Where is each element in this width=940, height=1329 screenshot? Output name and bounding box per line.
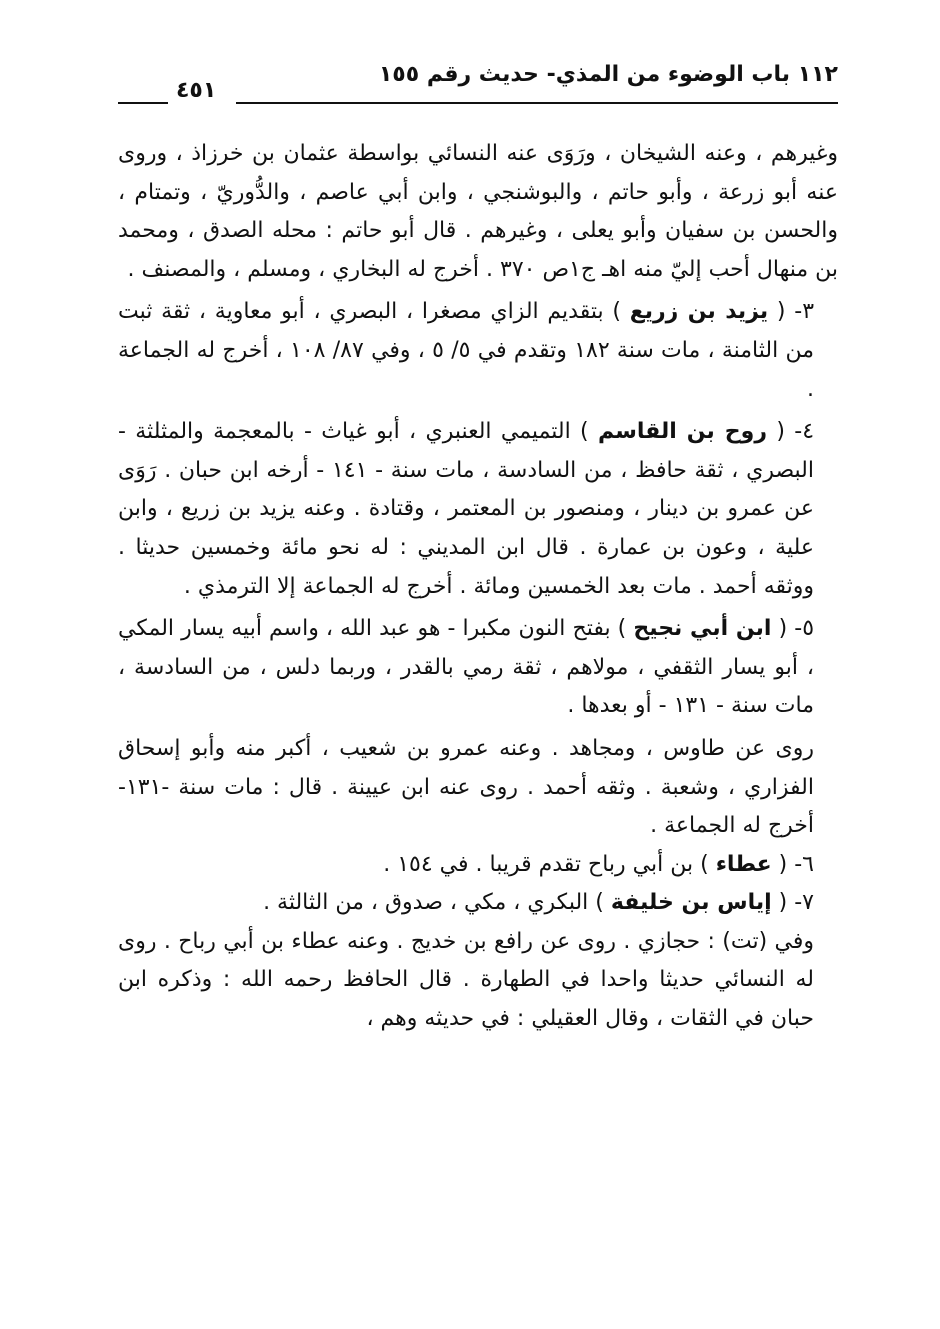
paragraph-text: ) بن أبي رباح تقدم قريبا . في ١٥٤ . — [383, 851, 709, 877]
paragraph-text: وغيرهم ، وعنه الشيخان ، ورَوَى عنه النسائي بواسطة عثمان بن خرزاذ ، وروى عنه أبو زرعة ، وأبو حاتم ، والبوشنجي ، وابن أبي عاصم ، والدُّوريّ ، وتمتام ، والحسن بن سفيان وأبو يعلى ، وغيرهم . قال أبو حاتم : محله الصدق ، ومحمد بن منهال أحب إليّ منه اهـ ج١ص ٣٧٠ . أخرج له البخاري ، ومسلم ، والمصنف . — [118, 141, 838, 282]
paragraph-number: ٦- ( — [778, 851, 814, 877]
narrator-name: يزيد بن زريع — [629, 299, 769, 325]
header-rule-right — [236, 102, 838, 104]
paragraph-text: روى عن طاوس ، ومجاهد . وعنه عمرو بن شعيب ، أكبر منه وأبو إسحاق الفزاري ، وشعبة . وثقه أحمد . روى عنه ابن عيينة . قال : مات سنة -١٣١- أخرج له الجماعة . — [118, 735, 814, 839]
paragraph-text: ) بتقديم الزاي مصغرا ، البصري ، أبو معاوية ، ثقة ثبت من الثامنة ، مات سنة ١٨٢ وتقدم في ٥/ ٥ ، وفي ٨٧/ ١٠٨ ، أخرج له الجماعة . — [118, 299, 815, 402]
paragraph-narrator-7 — [118, 884, 838, 923]
paragraph-text: ) التميمي العنبري ، أبو غياث - بالمعجمة والمثلثة - البصري ، ثقة حافظ ، من السادسة ، مات سنة - ١٤١ - أرخه ابن حبان . رَوَى عن عمرو بن دينار ، ومنصور بن المعتمر ، وقتادة . وعنه يزيد بن زريع ، وابن علية ، وعون بن عمارة . قال ابن المديني : له نحو مائة وخمسين حديثا . ووثقه أحمد . مات بعد الخمسين ومائة . أخرج له الجماعة إلا الترمذي . — [118, 419, 814, 599]
paragraph-text: ) البكري ، مكي ، صدوق ، من الثالثة . — [263, 890, 604, 916]
narrator-name: عطاء — [715, 851, 772, 877]
narrator-name: روح بن القاسم — [597, 419, 767, 445]
paragraph-number: ٧- ( — [778, 890, 814, 916]
paragraph-7-continued — [118, 923, 838, 1039]
header-title: ١١٢ باب الوضوء من المذي- حديث رقم ١٥٥ — [378, 62, 838, 87]
running-header — [118, 62, 838, 110]
paragraph-number: ٤- ( — [776, 419, 815, 445]
paragraph-narrator-3 — [118, 293, 838, 409]
paragraph-narrator-5 — [118, 610, 838, 726]
paragraph-narrator-6 — [118, 846, 838, 885]
header-rule-left — [118, 102, 168, 104]
paragraph-text: وفي (تت) : حجازي . روى عن رافع بن خديج . وعنه عطاء بن أبي رباح . روى له النسائي حديثا واحدا في الطهارة . قال الحافظ رحمه الله : وذكره ابن حبان في الثقات ، وقال العقيلي : في حديثه وهم ، — [118, 928, 814, 1032]
paragraph-number: ٣- ( — [776, 299, 815, 325]
page-body — [118, 135, 838, 1039]
paragraph-text: ) بفتح النون مكبرا - هو عبد الله ، واسم أبيه يسار المكي ، أبو يسار الثقفي ، مولاهم ، ثقة رمي بالقدر ، وربما دلس ، من السادسة ، مات سنة - ١٣١ - أو بعدها . — [118, 616, 814, 719]
page-number: ٤٥١ — [176, 78, 217, 103]
narrator-name: ابن أبي نجيح — [633, 616, 772, 642]
paragraph-narrator-4 — [118, 413, 838, 606]
paragraph-5-continued — [118, 730, 838, 846]
narrator-name: إياس بن خليفة — [610, 890, 772, 916]
paragraph-1 — [118, 135, 838, 289]
paragraph-number: ٥- ( — [778, 616, 815, 642]
